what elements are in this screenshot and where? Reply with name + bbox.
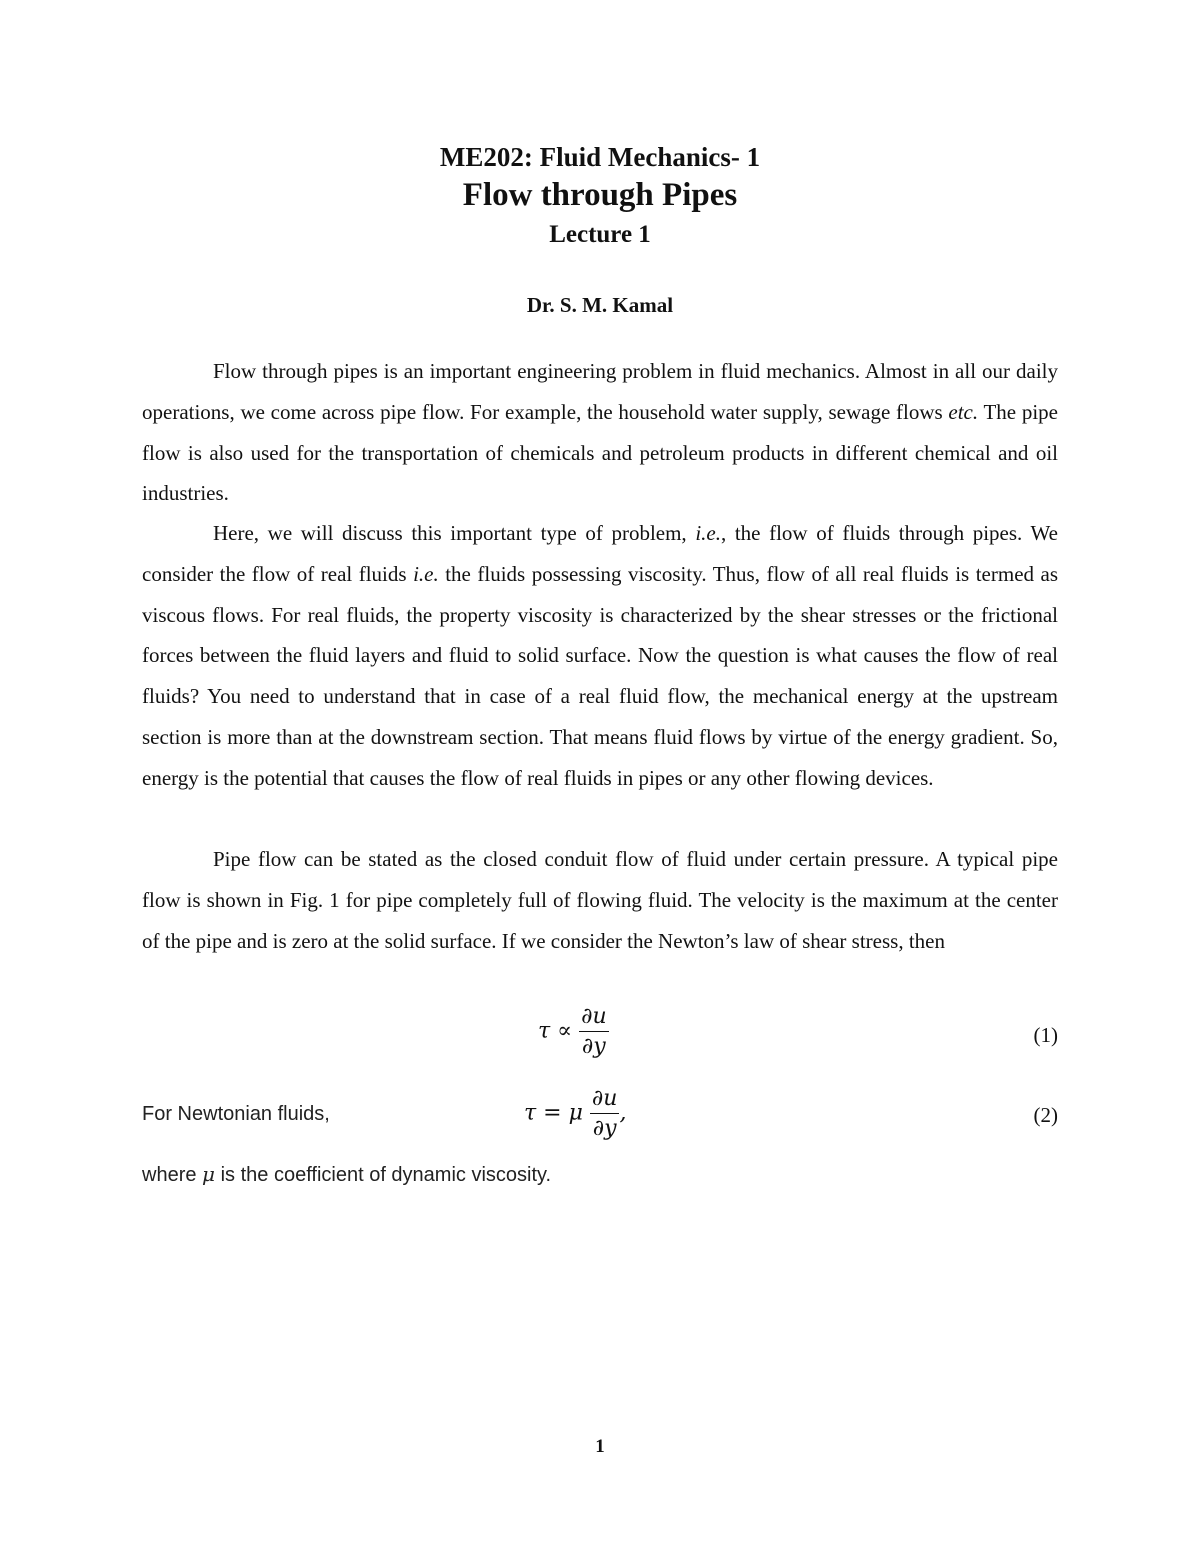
paragraph-2 (142, 513, 1058, 799)
paragraph-2-emphasis-1: i.e. (695, 521, 721, 545)
paragraph-2-text-b: , the flow of fluids through pipes. We consider the flow of real fluids (142, 521, 1058, 586)
equation-2-lhs: τ = μ (524, 1100, 583, 1126)
equation-2-denominator: ∂y (592, 1116, 617, 1141)
viscosity-definition-text-b: is the coefficient of dynamic viscosity. (215, 1164, 552, 1186)
equation-2-trailing-comma: , (619, 1100, 627, 1126)
paragraph-2-text-c: the fluids possessing viscosity. Thus, flow of all real fluids is termed as viscous flows. For real fluids, the property viscosity is characterized by the shear stresses or the frictional forces between the fluid layers and fluid to solid surface. Now the question is what causes the flow of real fluids? You need to understand that in case of a real fluid flow, the mechanical energy at the upstream section is more than at the downstream section. That means fluid flows by virtue of the energy gradient. So, energy is the potential that causes the flow of real fluids in pipes or any other flowing devices. (142, 561, 1058, 790)
equation-1-lhs: τ ∝ (538, 1018, 573, 1044)
mu-symbol: μ (202, 1162, 216, 1186)
paragraph-2-text-a: Here, we will discuss this important type of problem, (213, 521, 696, 545)
viscosity-definition-text-a: where (142, 1164, 203, 1186)
equation-1-denominator: ∂y (581, 1034, 606, 1059)
paragraph-3 (142, 839, 1058, 961)
equation-2-numerator: ∂u (590, 1086, 620, 1114)
viscosity-definition (142, 1162, 551, 1187)
equation-2-label: For Newtonian fluids, (142, 1103, 330, 1125)
paragraph-2-emphasis-2: i.e. (413, 561, 439, 586)
equation-2-fraction (590, 1086, 620, 1141)
equation-2-number: (2) (1033, 1103, 1058, 1127)
paragraph-1-emphasis: etc. (948, 399, 979, 424)
author-name: Dr. S. M. Kamal (526, 293, 674, 317)
paragraph-3-text: Pipe flow can be stated as the closed conduit flow of fluid under certain pressure. A typical pipe flow is shown in Fig. 1 for pipe completely full of flowing fluid. The velocity is the maximum at the center of the pipe and is zero at the solid surface. If we consider the Newton’s law of shear stress, then (142, 847, 1058, 953)
document-title: Flow through Pipes (462, 177, 738, 213)
equation-1 (538, 1004, 609, 1059)
equation-2 (524, 1086, 626, 1141)
paragraph-1 (142, 351, 1058, 514)
equation-1-fraction (579, 1004, 609, 1059)
page-number: 1 (595, 1436, 605, 1457)
paragraph-1-text-a: Flow through pipes is an important engineering problem in fluid mechanics. Almost in all our daily operations, we come across pipe flow. For example, the household water supply, sewage flows (142, 359, 1058, 424)
equation-1-numerator: ∂u (579, 1004, 609, 1032)
equation-1-number: (1) (1033, 1023, 1058, 1047)
paragraph-1-text-b: The pipe flow is also used for the transportation of chemicals and petroleum products in different chemical and oil industries. (142, 399, 1058, 506)
course-title: ME202: Fluid Mechanics- 1 (439, 142, 761, 172)
lecture-label: Lecture 1 (549, 221, 651, 248)
